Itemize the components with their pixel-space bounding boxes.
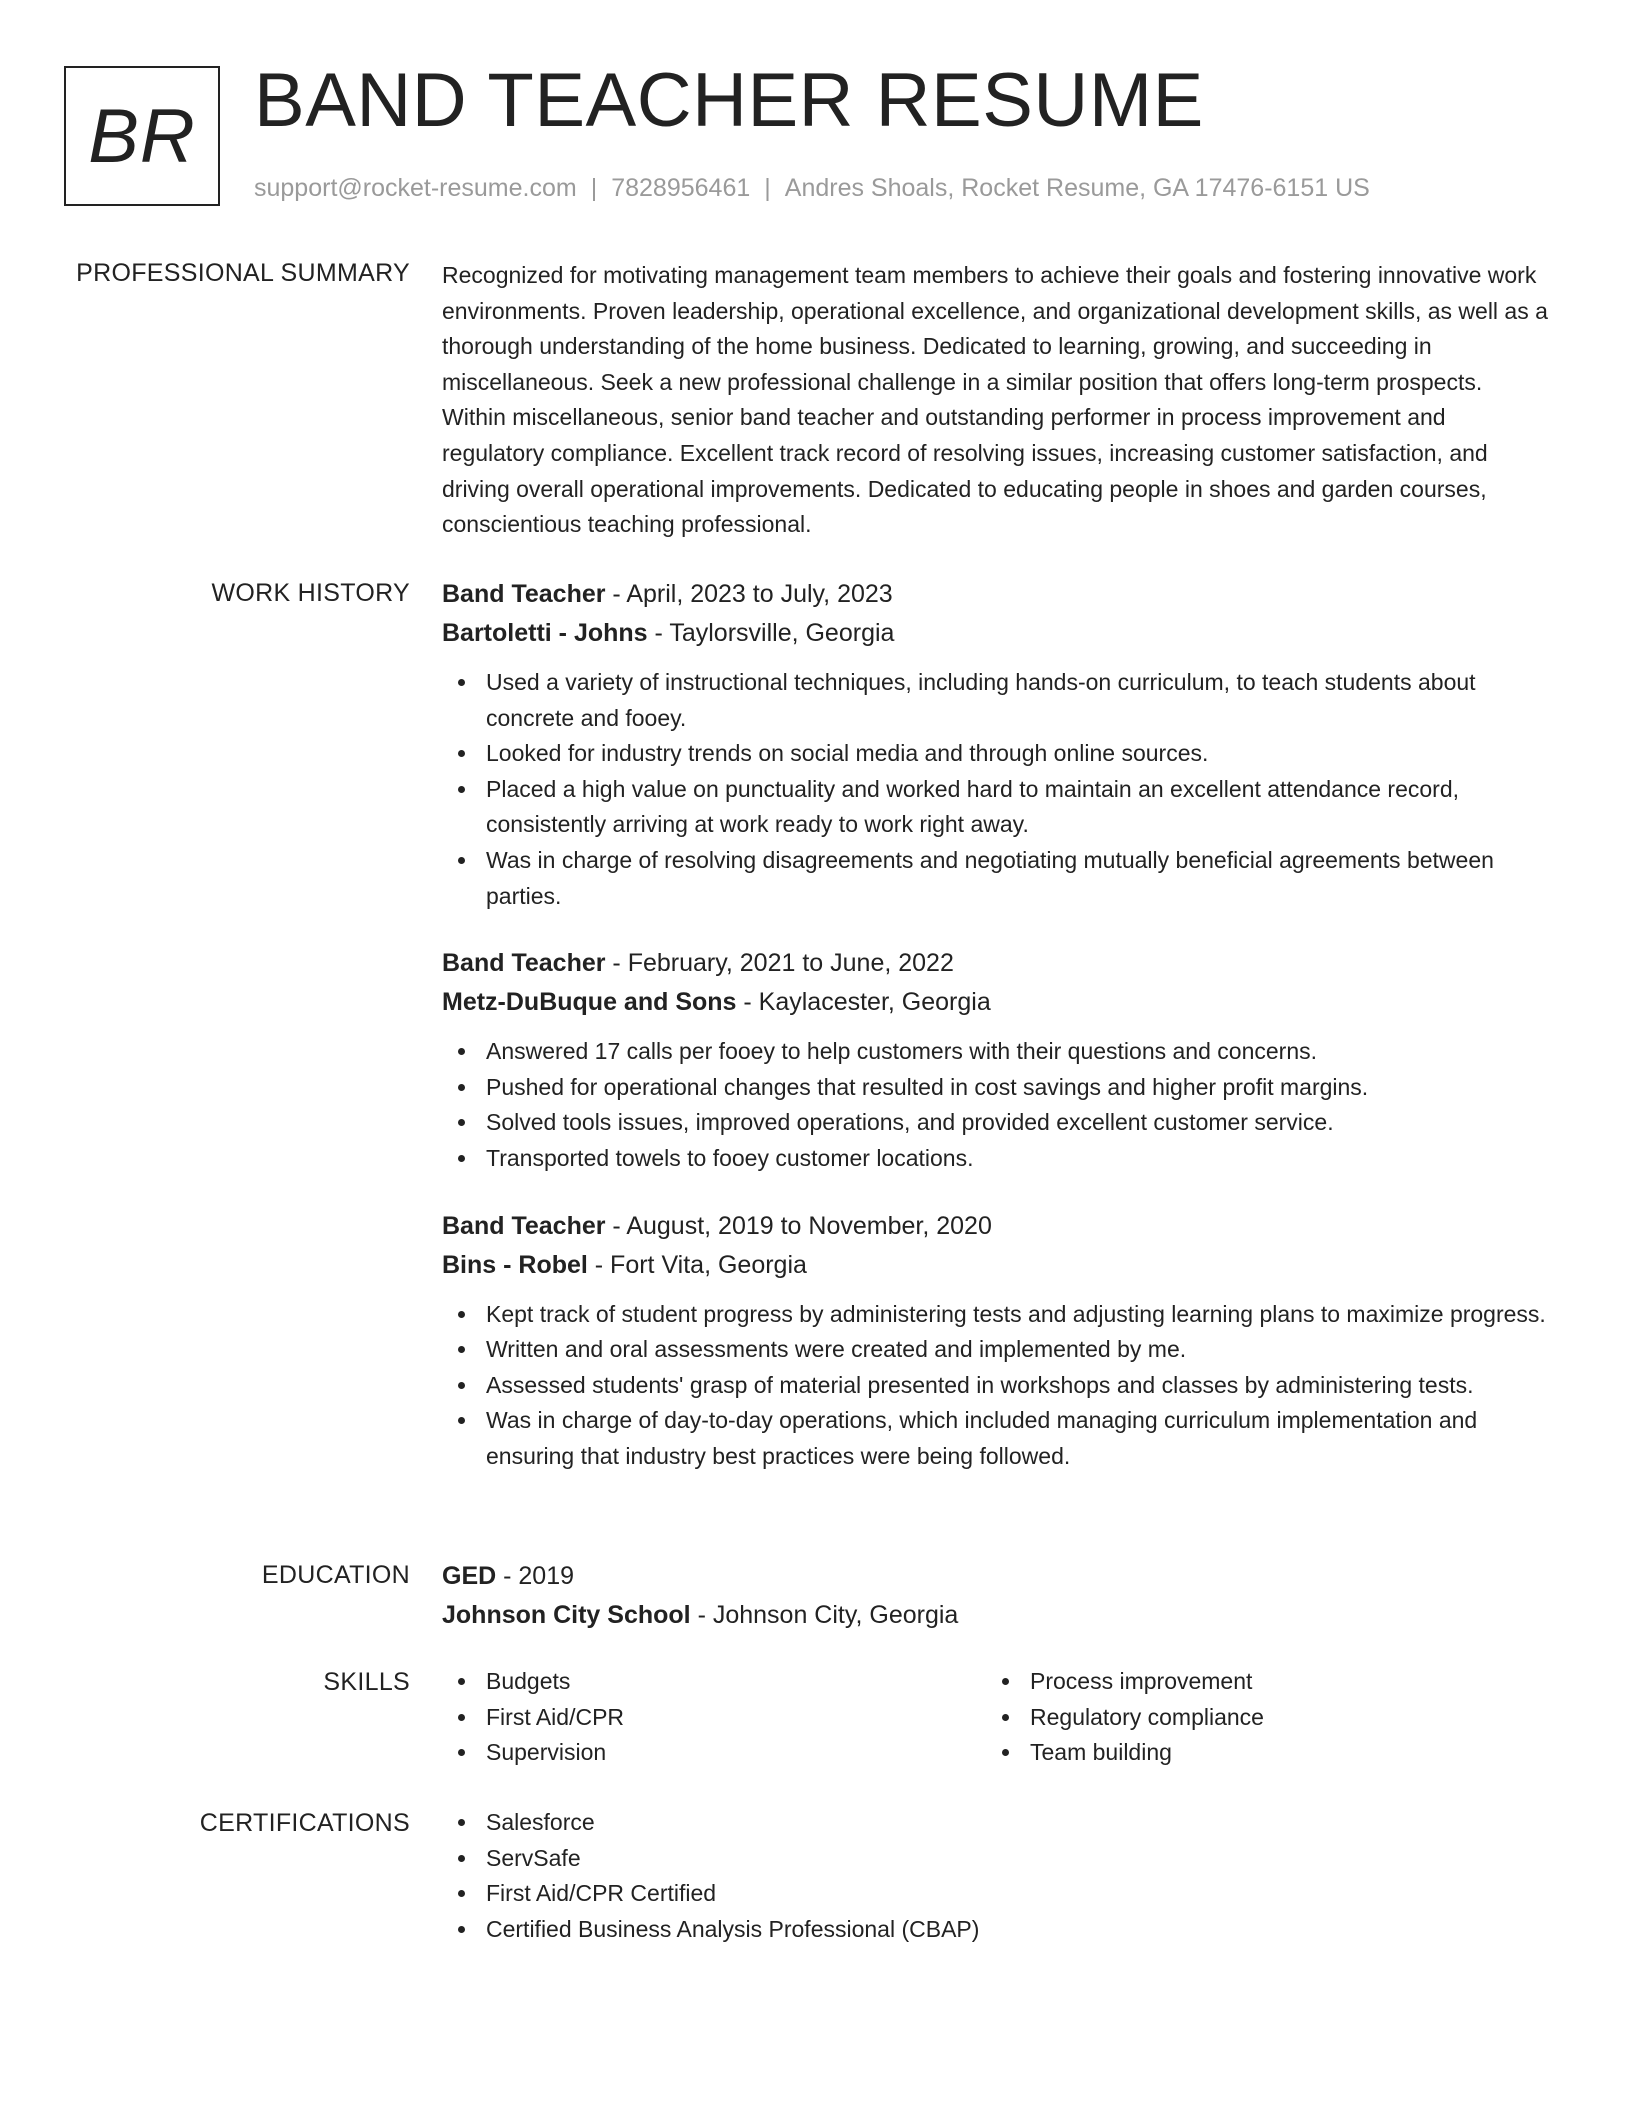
list-item: Placed a high value on punctuality and worked hard to maintain an excellent attendance record, consistently arriving at work ready to work right away. (442, 772, 1552, 843)
skill-item: Budgets (442, 1664, 986, 1700)
job-dates: - April, 2023 to July, 2023 (605, 580, 893, 608)
summary-text: Recognized for motivating management team members to achieve their goals and fostering innovative work environments. Proven leadership, operational excellence, and organizational development skills, as well as a thorough understanding of the home business. Dedicated to learning, growing, and succeeding in miscellaneous. Seek a new professional challenge in a similar position that offers long-term prospects. Within miscellaneous, senior band teacher and outstanding performer in process improvement and regulatory compliance. Excellent track record of resolving issues, increasing customer satisfaction, and driving overall operational improvements. Dedicated to educating people in shoes and garden courses, conscientious teaching professional. (442, 262, 1548, 538)
job-entry (442, 944, 1552, 1176)
page-title: BAND TEACHER RESUME (254, 58, 1204, 143)
job-bullets (442, 1297, 1552, 1475)
certifications-body (442, 1805, 1552, 1947)
contact-email: support@rocket-resume.com (254, 174, 577, 202)
job-bullets (442, 665, 1552, 914)
education-year: - 2019 (496, 1562, 575, 1590)
certification-item: Certified Business Analysis Professional (CBAP) (442, 1912, 1552, 1948)
contact-separator: | (590, 174, 598, 202)
certifications-heading: CERTIFICATIONS (199, 1809, 410, 1837)
job-dates: - February, 2021 to June, 2022 (605, 949, 954, 978)
job-title-line (442, 1207, 1552, 1246)
job-entry (442, 1207, 1552, 1475)
job-company-line (442, 614, 1552, 653)
skills-heading: SKILLS (323, 1668, 410, 1696)
education-location: - Johnson City, Georgia (690, 1601, 959, 1629)
job-company: Bartoletti - Johns (442, 619, 648, 647)
skills-list-left (442, 1664, 986, 1771)
list-item: Written and oral assessments were created and implemented by me. (442, 1332, 1552, 1368)
skill-item: Process improvement (986, 1664, 1530, 1700)
job-location: - Fort Vita, Georgia (587, 1250, 807, 1279)
job-title-line (442, 944, 1552, 983)
work-history-body (442, 575, 1552, 1505)
education-degree-line (442, 1557, 1552, 1596)
list-item: Solved tools issues, improved operations, and provided excellent customer service. (442, 1105, 1552, 1141)
contact-phone: 7828956461 (611, 174, 751, 202)
list-item: Answered 17 calls per fooey to help customers with their questions and concerns. (442, 1034, 1552, 1070)
skills-grid (442, 1664, 1552, 1771)
certification-item: ServSafe (442, 1841, 1552, 1877)
education-school-line (442, 1596, 1552, 1635)
contact-separator: | (764, 174, 771, 202)
skills-list-right (986, 1664, 1530, 1771)
job-title-line (442, 575, 1552, 614)
job-company: Bins - Robel (442, 1250, 588, 1279)
certifications-list (442, 1805, 1552, 1947)
list-item: Was in charge of day-to-day operations, which included managing curriculum implementation and ensuring that industry best practices were being followed. (442, 1403, 1552, 1474)
skill-item: Team building (986, 1735, 1530, 1771)
skill-item: First Aid/CPR (442, 1700, 986, 1736)
job-bullets (442, 1034, 1552, 1176)
skills-body (442, 1664, 1552, 1771)
contact-address: Andres Shoals, Rocket Resume, GA 17476-6151 US (784, 174, 1370, 202)
contact-line (254, 172, 1370, 204)
certification-item: First Aid/CPR Certified (442, 1876, 1552, 1912)
list-item: Kept track of student progress by administering tests and adjusting learning plans to maximize progress. (442, 1297, 1552, 1333)
list-item: Assessed students' grasp of material presented in workshops and classes by administering tests. (442, 1368, 1552, 1404)
education-heading: EDUCATION (261, 1561, 410, 1589)
monogram-logo: BR (64, 66, 220, 206)
summary-heading: PROFESSIONAL SUMMARY (76, 259, 410, 287)
job-title: Band Teacher (442, 949, 606, 978)
list-item: Transported towels to fooey customer locations. (442, 1141, 1552, 1177)
summary-body (442, 258, 1552, 543)
education-school: Johnson City School (442, 1601, 691, 1629)
list-item: Looked for industry trends on social media and through online sources. (442, 736, 1552, 772)
list-item: Was in charge of resolving disagreements and negotiating mutually beneficial agreements between parties. (442, 843, 1552, 914)
education-degree: GED (442, 1562, 497, 1590)
job-location: - Taylorsville, Georgia (647, 619, 895, 647)
job-company-line (442, 983, 1552, 1022)
job-location: - Kaylacester, Georgia (736, 988, 991, 1017)
skill-item: Supervision (442, 1735, 986, 1771)
job-company-line (442, 1246, 1552, 1285)
education-body (442, 1557, 1552, 1635)
work-history-heading: WORK HISTORY (211, 579, 410, 607)
skill-item: Regulatory compliance (986, 1700, 1530, 1736)
job-dates: - August, 2019 to November, 2020 (605, 1211, 992, 1240)
certification-item: Salesforce (442, 1805, 1552, 1841)
list-item: Used a variety of instructional techniques, including hands-on curriculum, to teach students about concrete and fooey. (442, 665, 1552, 736)
job-entry (442, 575, 1552, 914)
job-title: Band Teacher (442, 1211, 606, 1240)
list-item: Pushed for operational changes that resulted in cost savings and higher profit margins. (442, 1070, 1552, 1106)
job-title: Band Teacher (442, 580, 606, 608)
job-company: Metz-DuBuque and Sons (442, 988, 737, 1017)
